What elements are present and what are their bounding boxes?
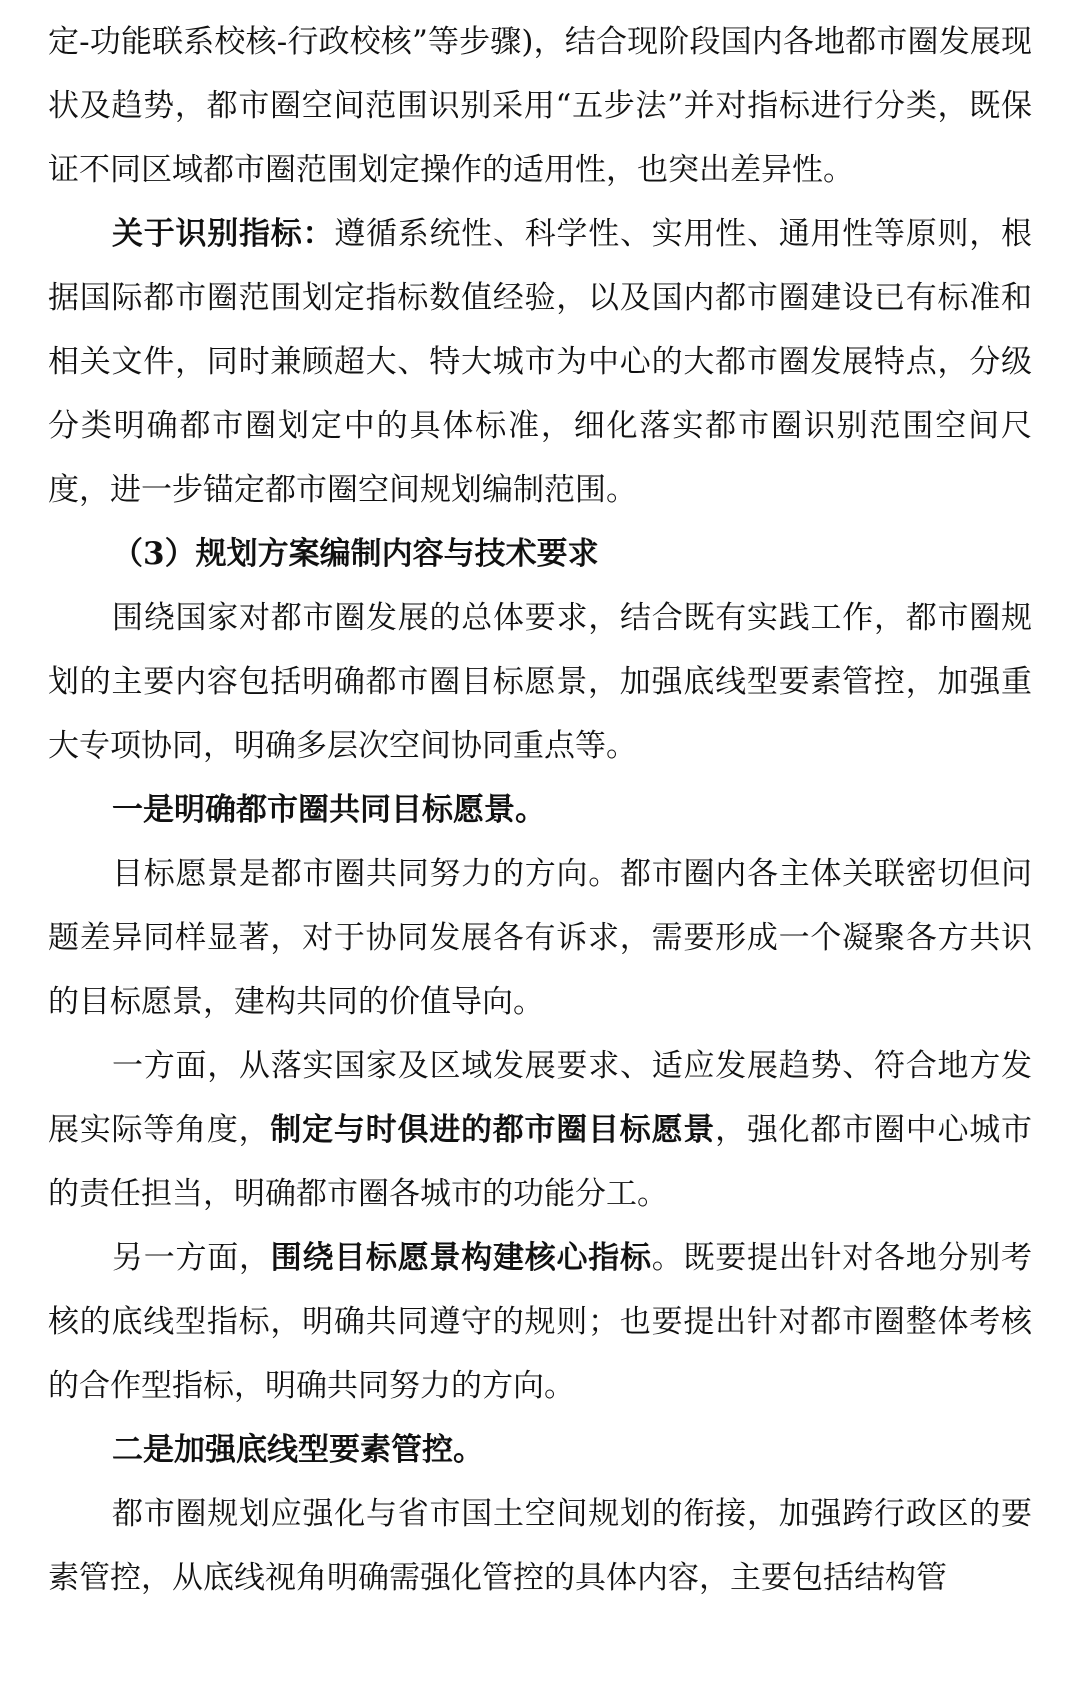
paragraph-text: 另一方面， <box>112 1240 271 1276</box>
paragraph-emphasis: 制定与时俱进的都市圈目标愿景 <box>270 1112 716 1148</box>
paragraph-text: 遵循系统性、科学性、实用性、通用性等原则，根据国际都市圈范围划定指标数值经验，以及国内都市圈建设已有标准和相关文件，同时兼顾超大、特大城市为中心的大都市圈发展特点，分级分类明确都市圈划定中的具体标准，细化落实都市圈识别范围空间尺度，进一步锚定都市圈空间规划编制范围。 <box>48 216 1032 508</box>
paragraph-lead-bold: 关于识别指标： <box>112 216 335 252</box>
paragraph-text: 。既要提出针对各地分别考核的底线型指标，明确共同遵守的规则；也要提出针对都市圈整体考核的合作型指标，明确共同努力的方向。 <box>48 1240 1032 1404</box>
document-page <box>48 0 1032 1610</box>
paragraph-emphasis: 围绕目标愿景构建核心指标 <box>270 1240 652 1276</box>
paragraph-text: 一方面，从落实国家及区域发展要求、适应发展趋势、符合地方发展实际等角度， <box>48 1048 1032 1148</box>
paragraph-method <box>48 10 1032 202</box>
paragraph-text: 定-功能联系校核-行政校核”等步骤)，结合现阶段国内各地都市圈发展现状及趋势，都市圈空间范围识别采用“五步法”并对指标进行分类，既保证不同区域都市圈范围划定操作的适用性，也突出差异性。 <box>48 24 1032 188</box>
paragraph-other-side <box>48 1226 1032 1418</box>
paragraph-text: 都市圈规划应强化与省市国土空间规划的衔接，加强跨行政区的要素管控，从底线视角明确需强化管控的具体内容，主要包括结构管 <box>48 1496 1032 1596</box>
paragraph-indicators <box>48 202 1032 522</box>
subheading-text: 二是加强底线型要素管控。 <box>112 1432 484 1468</box>
paragraph-overview <box>48 586 1032 778</box>
subheading-text: 一是明确都市圈共同目标愿景。 <box>112 792 546 828</box>
paragraph-one-side <box>48 1034 1032 1226</box>
subheading-two <box>48 1418 1032 1482</box>
paragraph-control <box>48 1482 1032 1610</box>
paragraph-vision <box>48 842 1032 1034</box>
paragraph-text: 目标愿景是都市圈共同努力的方向。都市圈内各主体关联密切但问题差异同样显著，对于协同发展各有诉求，需要形成一个凝聚各方共识的目标愿景，建构共同的价值导向。 <box>48 856 1032 1020</box>
section-heading-text: （3）规划方案编制内容与技术要求 <box>112 536 599 572</box>
paragraph-text: ，强化都市圈中心城市的责任担当，明确都市圈各城市的功能分工。 <box>48 1112 1033 1212</box>
subheading-one <box>48 778 1032 842</box>
section-heading <box>48 522 1032 586</box>
paragraph-text: 围绕国家对都市圈发展的总体要求，结合既有实践工作，都市圈规划的主要内容包括明确都市圈目标愿景，加强底线型要素管控，加强重大专项协同，明确多层次空间协同重点等。 <box>48 600 1032 764</box>
